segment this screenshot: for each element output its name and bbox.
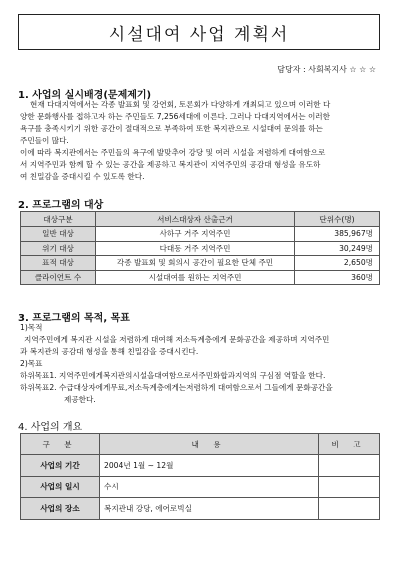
goal-line: 하위목표1. 지역주민에게복지관의시설을대여함으로서주민화합과지역의 구심점 역할을 한다. [20,371,326,380]
section1-line: 주민들이 많다. [20,136,69,145]
table-row [21,476,380,498]
section4-heading: 4. 사업의 개요 [18,422,83,433]
table-cell: 복지관내 강당, 에어로빅실 [100,498,319,520]
goal-label: 2)목표 [20,359,43,368]
target-table [20,211,380,285]
section2-heading: 2. 프로그램의 대상 [18,200,104,211]
overview-table [20,433,380,520]
section1-line: 이에 따라 복지관에서는 주민들의 욕구에 발맞추어 강당 및 여러 시설을 저렴하게 대여함으로 [20,148,326,157]
table-row [21,498,380,520]
table-cell [319,476,380,498]
table-cell: 다대동 거주 지역주민 [96,241,295,256]
purpose-line: 과 복지관의 공감대 형성을 통해 친밀감을 증대시킨다. [20,347,199,356]
goal-line: 하위목표2. 수급대상자에게무료,저소득계층에게는저렴하게 대여함으로서 그들에게 문화공간을 [20,383,333,392]
section1-line: 여 친밀감을 증대시킬 수 있도록 한다. [20,172,145,181]
author-line: 담당자 : 사회복지사 ☆ ☆ ☆ [277,65,376,74]
table-cell: 2004년 1월 ~ 12월 [100,455,319,477]
table-header-cell: 서비스대상자 산출근거 [96,212,295,227]
table-cell: 시설대여를 원하는 지역주민 [96,270,295,285]
section1-body [20,99,382,183]
table-cell: 위기 대상 [21,241,96,256]
table-cell: 385,967명 [295,227,380,242]
table-cell: 사업의 장소 [21,498,100,520]
section1-line: 양한 문화행사를 접하고자 하는 주민들도 7,256세대에 이른다. 그러나 다대지역에서는 이러한 [20,112,330,121]
table-header-cell: 단위수(명) [295,212,380,227]
table-cell: 수시 [100,476,319,498]
table-header-row [21,434,380,455]
table-header-cell: 비 고 [319,434,380,455]
table-row [21,241,380,256]
section1-line: 현재 다대지역에서는 각종 발표회 및 강연회, 토론회가 다양하게 개최되고 있으며 이러한 다 [30,100,331,109]
table-cell: 사업의 일시 [21,476,100,498]
table-cell: 클라이언트 수 [21,270,96,285]
purpose-label: 1)목적 [20,323,43,332]
document-title: 시설대여 사업 계획서 [18,14,380,50]
section3-heading: 3. 프로그램의 목적, 목표 [18,313,130,324]
table-cell: 각종 발표회 및 회의시 공간이 필요한 단체 주민 [96,256,295,271]
section1-heading: 1. 사업의 실시배경(문제제기) [18,90,152,101]
table-cell: 사하구 거주 지역주민 [96,227,295,242]
table-cell [319,498,380,520]
table-cell: 2,650명 [295,256,380,271]
section1-line: 서 지역주민과 함께 할 수 있는 공간을 제공하고 복지관이 지역주민의 공감대 형성을 유도하 [20,160,321,169]
goal-line: 제공한다. [64,395,96,404]
table-cell [319,455,380,477]
table-cell: 30,249명 [295,241,380,256]
table-header-cell: 구 분 [21,434,100,455]
table-row [21,256,380,271]
table-row [21,455,380,477]
table-row [21,270,380,285]
table-header-cell: 대상구분 [21,212,96,227]
table-header-cell: 내 용 [100,434,319,455]
purpose-line: 지역주민에게 복지관 시설을 저렴하게 대여해 저소득계층에게 문화공간을 제공하며 지역주민 [24,335,330,344]
table-cell: 사업의 기간 [21,455,100,477]
table-header-row [21,212,380,227]
table-cell: 표적 대상 [21,256,96,271]
table-row [21,227,380,242]
table-cell: 360명 [295,270,380,285]
table-cell: 일반 대상 [21,227,96,242]
section1-line: 욕구를 충족시키기 위한 공간이 절대적으로 부족하여 또한 복지관으로 시설대여 문의를 하는 [20,124,323,133]
section3-body [20,322,382,406]
